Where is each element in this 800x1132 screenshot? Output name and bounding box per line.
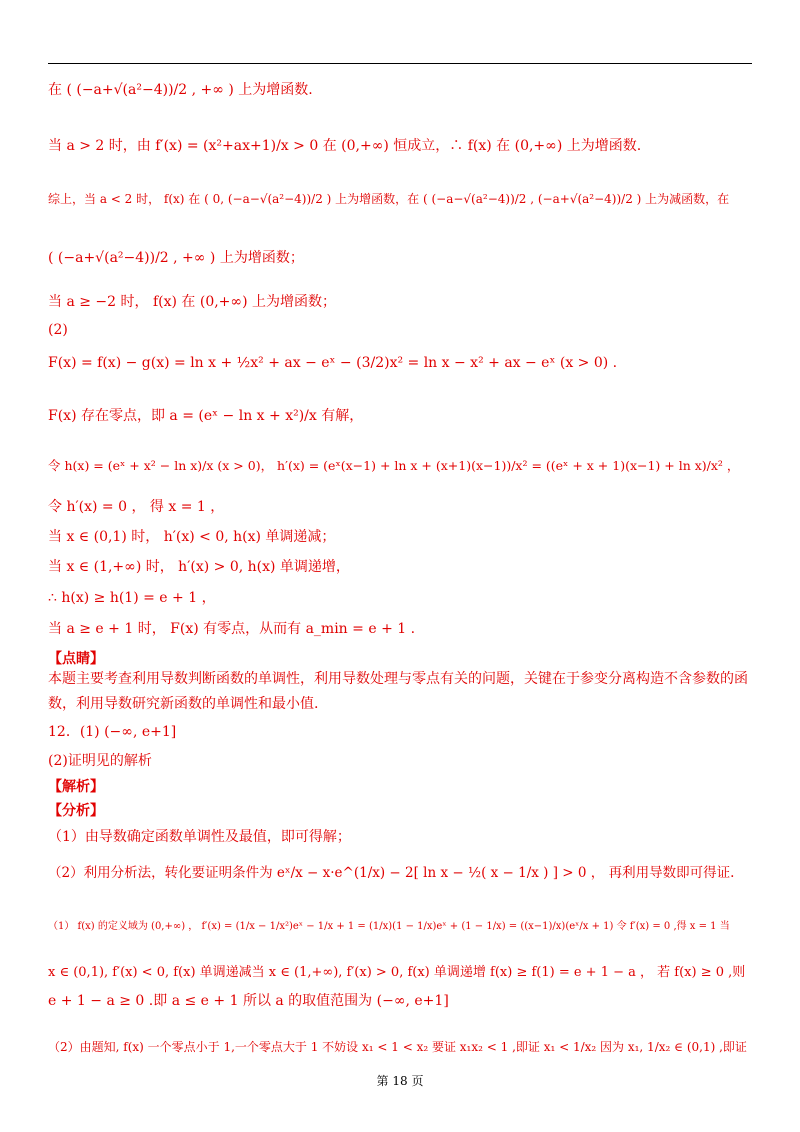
text-line: 当 a ≥ e + 1 时， F(x) 有零点，从而有 a_min = e + 1 . [48, 621, 416, 637]
text-line: 当 a > 2 时，由 f′(x) = (x²+ax+1)/x > 0 在 (0,+∞) 恒成立，∴ f(x) 在 (0,+∞) 上为增函数. [48, 138, 642, 154]
paragraph: 本题主要考查利用导数判断函数的单调性，利用导数处理与零点有关的问题，关键在于参变分离构造不含参数的函数，利用导数研究新函数的单调性和最小值. [48, 671, 748, 712]
section-heading: 【分析】 [48, 803, 104, 819]
text-line: F(x) = f(x) − g(x) = ln x + ½x² + ax − eˣ − (3/2)x² = ln x − x² + ax − eˣ (x > 0) . [48, 355, 618, 371]
text-line: （1） f(x) 的定义域为 (0,+∞) ， f′(x) = (1/x − 1/x²)eˣ − 1/x + 1 = (1/x)(1 − 1/x)eˣ + (1 − 1/x) = ((x−1)/x)(eˣ/x + 1) 令 f′(x) = 0 ,得 x = 1 当 [48, 921, 730, 932]
text-line: （2）由题知, f(x) 一个零点小于 1,一个零点大于 1 不妨设 x₁ < 1 < x₂ 要证 x₁x₂ < 1 ,即证 x₁ < 1/x₂ 因为 x₁, 1/x₂ ∈ (0,1) ,即证 [48, 1040, 747, 1054]
text-line: x ∈ (0,1), f′(x) < 0, f(x) 单调递减当 x ∈ (1,+∞), f′(x) > 0, f(x) 单调递增 f(x) ≥ f(1) = e + 1 − a ， 若 f(x) ≥ 0 ,则 [48, 965, 746, 980]
text-line: ∴ h(x) ≥ h(1) = e + 1 ， [48, 590, 216, 606]
text-line: 令 h′(x) = 0 ， 得 x = 1 ， [48, 499, 225, 515]
text-line: 当 a ≥ −2 时， f(x) 在 (0,+∞) 上为增函数； [48, 294, 336, 310]
text-line: 在 ( (−a+√(a²−4))/2 , +∞ ) 上为增函数. [48, 82, 313, 98]
text-line: （2）利用分析法，转化要证明条件为 eˣ/x − x·e^(1/x) − 2[ ln x − ½( x − 1/x ) ] > 0 ， 再利用导数即可得证. [48, 865, 735, 881]
section-heading: 【点睛】 [48, 651, 104, 667]
question-number: 12．(1) (−∞, e+1] [48, 724, 177, 740]
text-line: ( (−a+√(a²−4))/2 , +∞ ) 上为增函数； [48, 250, 304, 266]
text-line: 当 x ∈ (1,+∞) 时， h′(x) > 0, h(x) 单调递增， [48, 559, 350, 575]
page-number: 第 18 页 [376, 1074, 424, 1088]
text-line: （1）由导数确定函数单调性及最值，即可得解； [48, 829, 351, 845]
text-line: (2)证明见的解析 [48, 753, 152, 769]
text-line: e + 1 − a ≥ 0 .即 a ≤ e + 1 所以 a 的取值范围为 (−∞, e+1] [48, 993, 449, 1009]
text-line: 综上，当 a < 2 时， f(x) 在 ( 0, (−a−√(a²−4))/2 ) 上为增函数，在 ( (−a−√(a²−4))/2 , (−a+√(a²−4))/2 ) 上为减函数，在 [48, 192, 730, 206]
text-line: F(x) 存在零点，即 a = (eˣ − ln x + x²)/x 有解， [48, 408, 364, 424]
header-rule [48, 63, 752, 64]
text-line: 令 h(x) = (eˣ + x² − ln x)/x (x > 0)， h′(x) = (eˣ(x−1) + ln x + (x+1)(x−1))/x² = ((eˣ + x + 1)(x−1) + ln x)/x² ， [48, 458, 740, 473]
text-line: 当 x ∈ (0,1) 时， h′(x) < 0, h(x) 单调递减； [48, 529, 336, 545]
section-heading: 【解析】 [48, 779, 104, 795]
part-label: (2) [48, 322, 68, 338]
